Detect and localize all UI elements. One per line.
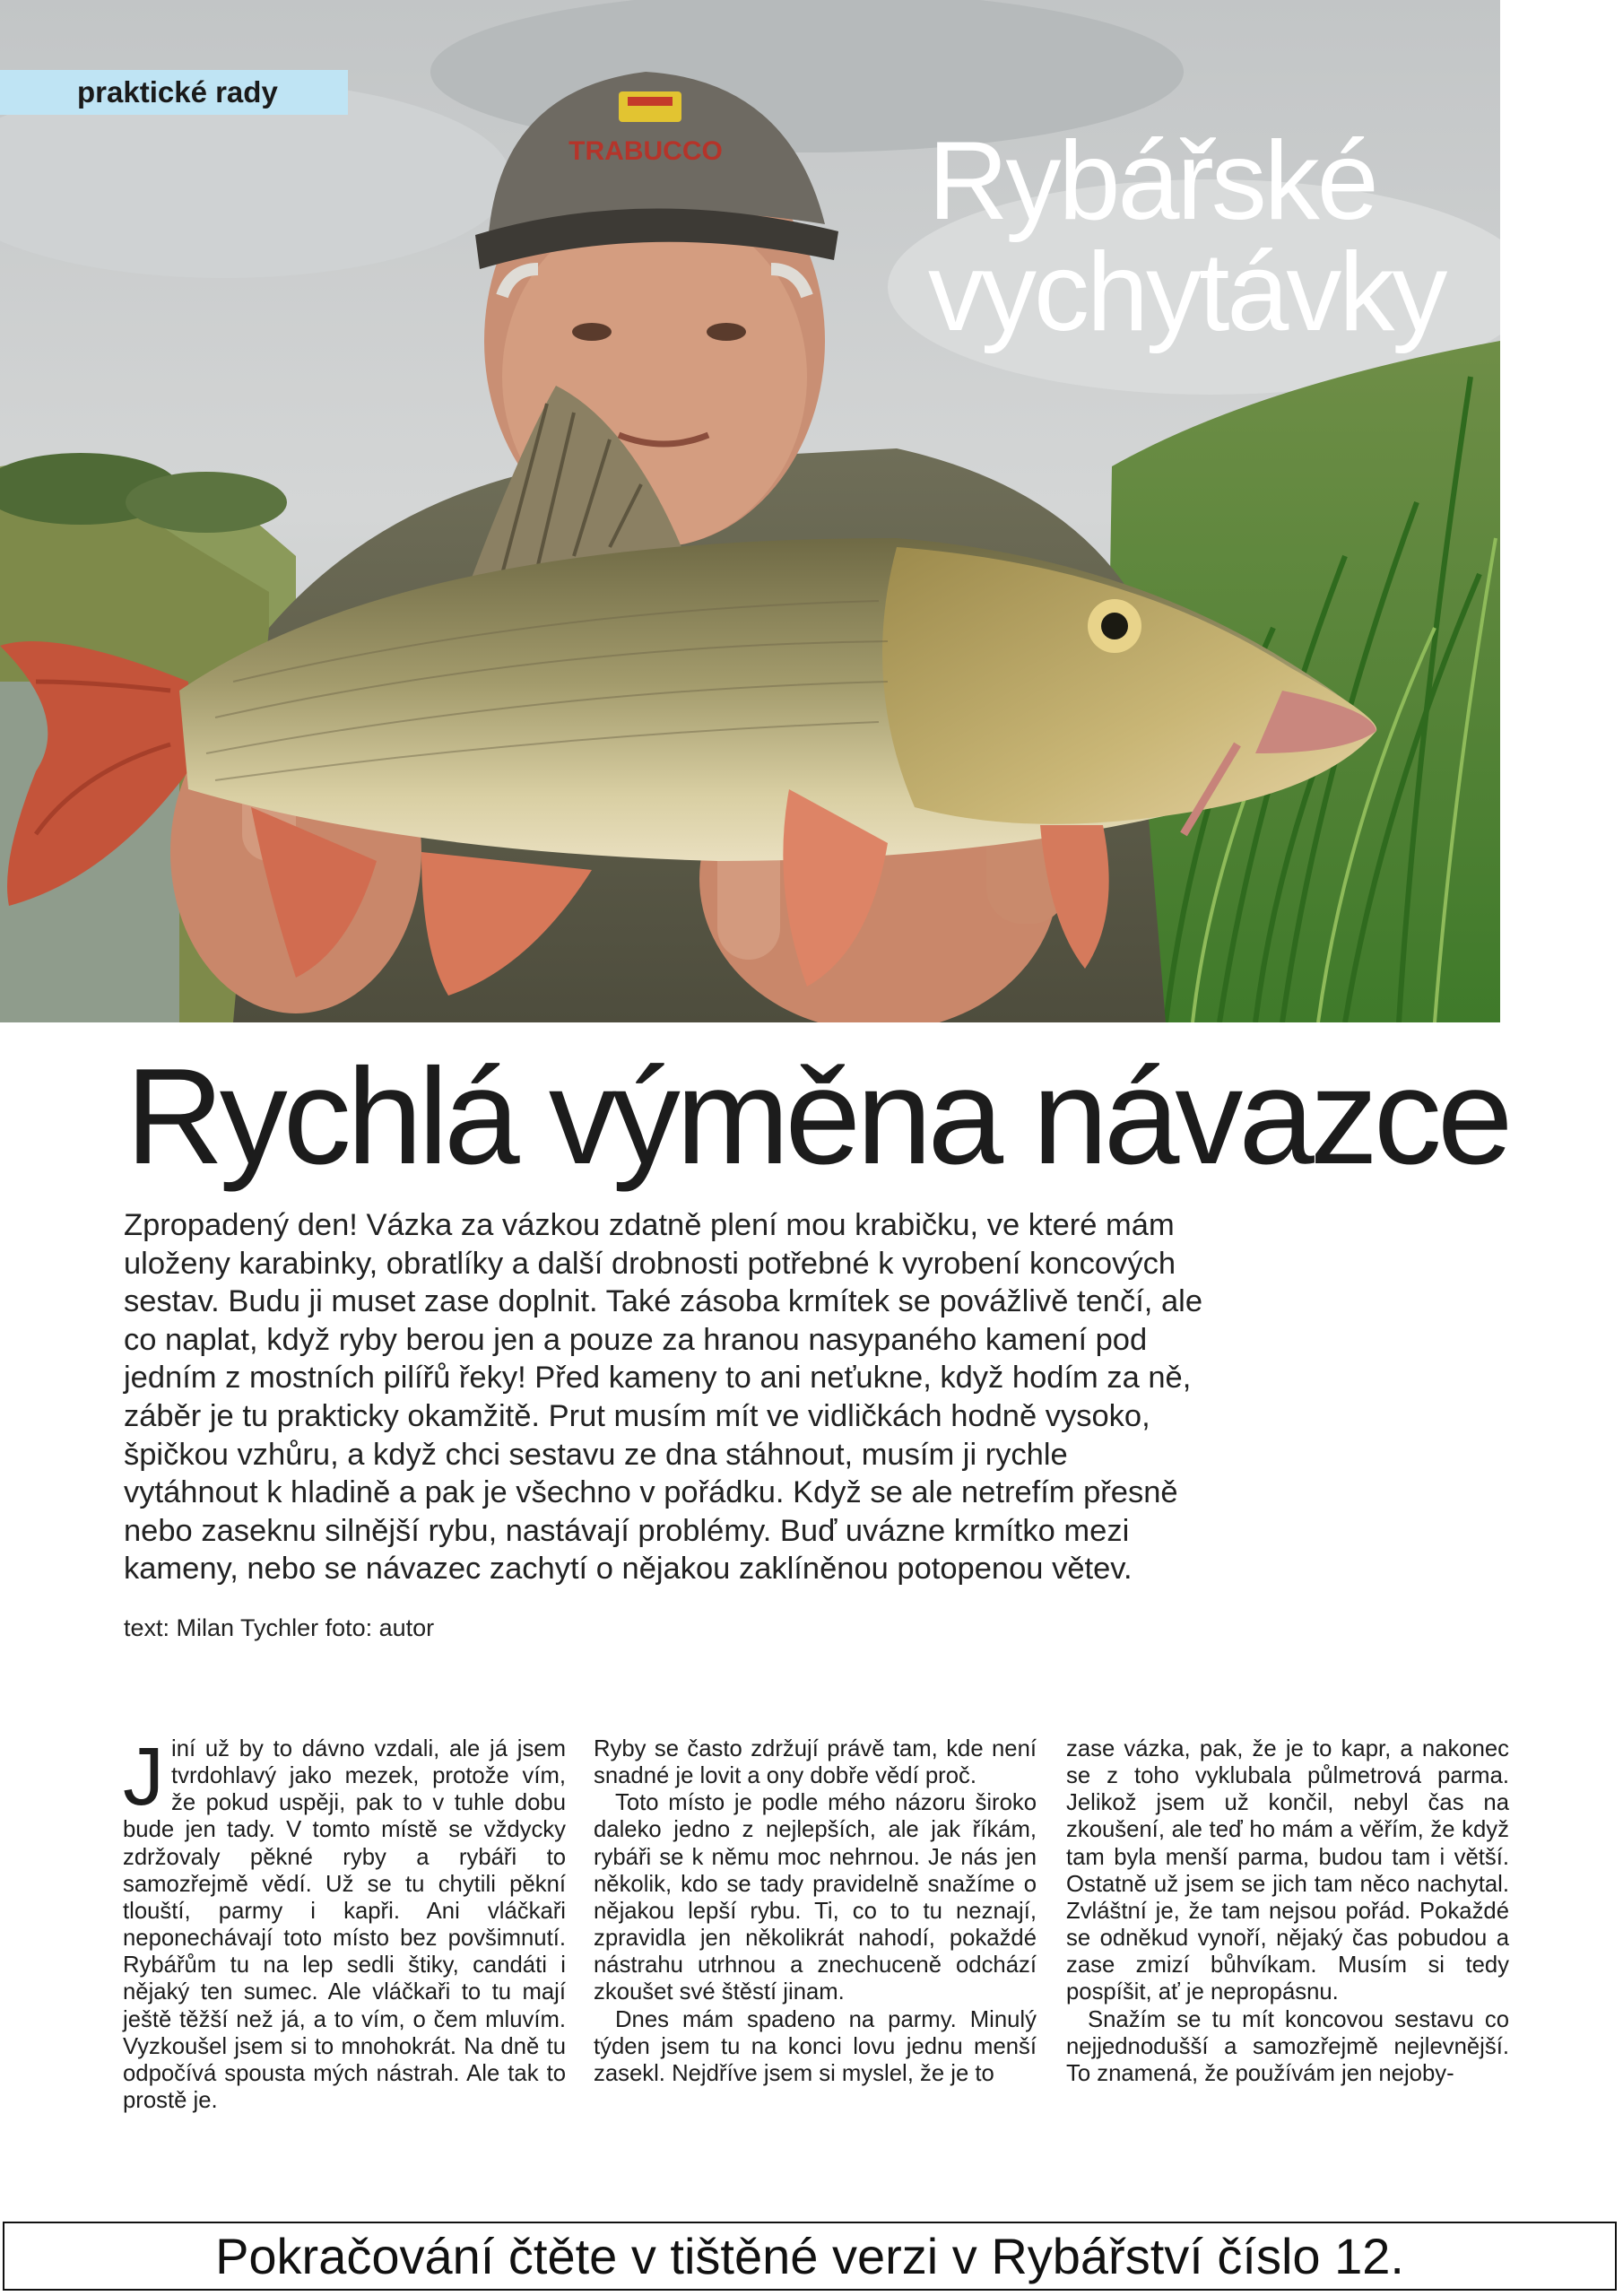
col3-paragraph-2: Snažím se tu mít koncovou sestavu co nejjednodušší a samozřejmě nejlevnější. To znamená, že používám jen nejoby- bbox=[1066, 2006, 1509, 2086]
article-column-2 bbox=[594, 1735, 1037, 2184]
continuation-text: Pokračování čtěte v tištěné verzi v Rybářství číslo 12. bbox=[215, 2228, 1404, 2284]
col2-paragraph-1: Ryby se často zdržují právě tam, kde není snadné je lovit a ony dobře vědí proč. bbox=[594, 1736, 1037, 1789]
hero-photo bbox=[0, 0, 1500, 1022]
col2-paragraph-3: Dnes mám spadeno na parmy. Minulý týden jsem tu na konci lovu jednu menší zasekl. Nejdříve jsem si myslel, že je to bbox=[594, 2006, 1037, 2086]
cap-logo: TRABUCCO bbox=[568, 136, 723, 166]
hero-title bbox=[928, 119, 1484, 354]
col2-paragraph-2: Toto místo je podle mého názoru široko daleko jedno z nejlepších, ale jak říkám, rybáři se k němu moc nehrnou. Je nás jen několik, kdo se tady pravidelně snažíme o nějakou lepší rybu. Ti, co to tu neznají, zpravidla jen několikrát nahodí, pokaždé nástrahu utrhnou a znechuceně odchází zkoušet své štěstí jinam. bbox=[594, 1790, 1037, 2005]
section-tag bbox=[0, 70, 348, 115]
article-column-3 bbox=[1066, 1735, 1509, 2184]
lead-paragraph: Zpropadený den! Vázka za vázkou zdatně plení mou krabičku, ve které mám uloženy karabinky, obratlíky a další drobnosti potřebné k vyrobení koncových sestav. Budu ji muset zase doplnit. Také zásoba krmítek se povážlivě tenčí, ale co naplat, když ryby berou jen a pouze za hranou nasypaného kamení pod jedním z mostních pilířů řeky! Před kameny to ani neťukne, když hodím za ně, záběr je tu prakticky okamžitě. Prut musím mít ve vidličkách hodně vysoko, špičkou vzhůru, a když chci sestavu ze dna stáhnout, musím ji rychle vytáhnout k hladině a pak je všechno v pořádku. Když se ale netrefím přesně nebo zaseknu silnější rybu, nastávají problémy. Buď uvázne krmítko mezi kameny, nebo se návazec zachytí o nějakou zaklíněnou potopenou větev. bbox=[124, 1208, 1203, 1587]
col1-paragraph bbox=[123, 1731, 566, 2114]
col1-paragraph-text: iní už by to dávno vzdali, ale já jsem tvrdohlavý jako mezek, protože vím, že pokud uspěji, pak to v tuhle dobu bude jen tady. V tomto místě se vždycky zdržovaly pěkné ryby a rybáři to samozřejmě vědí. Už se tu chytili pěkní tlouští, parmy i kapři. Ani vláčkaři neponechávají toto místo bez povšimnutí. Rybářům tu na lep sedli štiky, candáti i nějaký ten sumec. Ale vláčkaři to tu mají ještě těžší než já, a to vím, o čem mluvím. Vyzkoušel jsem si to mnohokrát. Na dně tu odpočívá spousta mých nástrah. Ale tak to prostě je. bbox=[123, 1736, 566, 2114]
article-lead bbox=[124, 1206, 1209, 1588]
hero-title-line2: vychytávky bbox=[928, 230, 1445, 354]
hero-title-line1: Rybářské bbox=[928, 119, 1376, 243]
drop-cap: J bbox=[123, 1731, 164, 1822]
author-credit: text: Milan Tychler foto: autor bbox=[124, 1614, 435, 1641]
section-tag-label: praktické rady bbox=[77, 75, 278, 109]
continuation-banner bbox=[3, 2222, 1617, 2291]
article-column-1 bbox=[123, 1731, 566, 2184]
article-title: Rychlá výměna návazce bbox=[126, 1040, 1509, 1193]
col3-paragraph-1: zase vázka, pak, že je to kapr, a nakonec se z toho vyklubala půlmetrová parma. Jelikož jsem už končil, nebyl čas na zkoušení, ale teď ho mám a věřím, že když tam byla menší parma, budou tam i větší. Ostatně už jsem se jich tam něco nachytal. Zvláštní je, že tam nejsou pořád. Pokaždé se odněkud vynoří, nějaký čas pobudou a zase zmizí bůhvíkam. Musím si tedy pospíšit, ať je nepropásnu. bbox=[1066, 1736, 1509, 2005]
